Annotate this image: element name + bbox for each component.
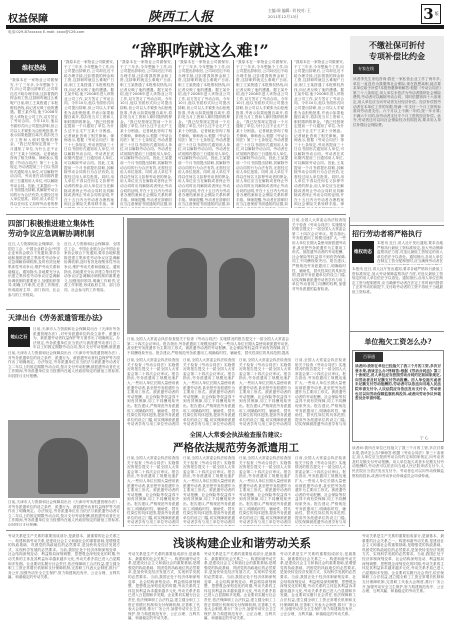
- editor-line: 主编:周 编辑: 刘 校对: 王: [268, 8, 311, 13]
- right-top-title-2: 专项补偿比约金: [369, 51, 425, 61]
- right-qa-body: 读者问:我所在单位已经拖欠了我三个月的工资,多次讨要未果,我该怎么办?律师答:根据《劳动合同法》第三十条规定,用人单位应当按照劳动合同约定和国家规定,向劳动者及时足额支付劳动报酬。用人单位拖欠或者未足额支付劳动报酬的,劳动者可以依法向当地人民法院申请支付令,人民法院应当依法发出支付令。劳动者也可以向劳动保障监察机构投诉,或者向劳动争议仲裁委员会申请仲裁。: [355, 364, 441, 401]
- paper-name: 陕西工人报: [148, 10, 214, 25]
- date-line: 2011年12月13日: [268, 14, 299, 19]
- right-mid-body-a: 本报讯 近日,省人社厅发出通知,要求各地严格执行最低工资标准规定,加大劳动保障监察执法力度,对违反最低工资规定的用人单位依法予以查处。通知指出,各用人单位在制定工资分配制度时,应当确保劳动者在: [377, 241, 443, 264]
- center-story-col1: 日前,全国人大常委会执法检查组关于检查《劳动合同法》实施情况的报告提交十一届全国人大常委会第二十四次会议审议。报告指出,劳务派遣用工规模迅速扩大,一些用人单位长期大量使用被派遣劳动者,甚至把劳务派遣作为主要用工形式。被派遣劳动者的劳动报酬、社会保险等权益得不到有效保障,同工不同酬现象突出。报告建议,严格规范劳务派遣用工,明确临时性、辅助性、替代性岗位的具体范围,提高劳务派遣单位的设立门槛,切实保障被派遣劳动者享有与用工单位劳动者同: [127, 358, 179, 426]
- right-qa-kicker: 百事通: [355, 352, 383, 362]
- right-top-body: 读者李先生来电咨询:我在一家私营企业工作了两年多,单位一直没有为我缴纳社会保险,现在我想离职,能否要求单位给予补偿?本报特邀律师解答:根据《劳动合同法》第三十八条规定,用人单位未依法为劳动者缴纳社会保险费的,劳动者可以解除劳动合同。同时依据第四十六条规定,用人单位应当向劳动者支付经济补偿。经济补偿按劳动者在本单位工作的年限,每满一年支付一个月工资的标准向劳动者支付。六个月以上不满一年的,按一年计算;不满六个月的,向劳动者支付半个月工资的经济补偿。此外,劳动者还可以向社会保险经办机构投诉,要求用人单位补缴社会保险费。: [353, 77, 441, 127]
- section-label: 权益保障: [8, 14, 48, 25]
- page-number-box: [421, 4, 441, 24]
- photo-figure: [167, 248, 207, 318]
- main-story-col1: “我原本在一家物业公司做保安,干了三年多,今年想换个工作,向公司提出辞职后,公司却迟迟不给办理手续,还扣着我的押金和工资,这辞职咋就这么难呢!”日前,职工王某拨通了本报维权热线,向记者反映了他的遭遇。据王某介绍,他于2008年进入该物业公司工作,双方签订了劳动合同。今年10月,他以书面形式向公司提出辞职,但公司以人手紧张为由拒绝批准,并表示如果他擅自离开,将扣发当月工资和入职时缴纳的押金。“我已经按规定提前一个月通知了单位,为什么还不让走?”王某十分困惑。记者就此咨询了相关律师。律师表示,根据《劳动合同法》第三十七条规定,劳动者提前三十日以书面形式通知用人单位,可以解除劳动合同。劳动者在试用期内提前三日通知用人单位,可以解除劳动合同。因此,王某提前一个月书面提出辞职,其解除劳动合同的行为合法有效,无需经过用人单位批准。同时,用人单位不得以任何名义扣押劳动者的押: [10, 78, 58, 207]
- left-story2-title: 天津出台《劳务派遣管理办法》: [8, 313, 106, 322]
- main-story-col6: “我原本在一家物业公司做保安,干了三年多,今年想换个工作,向公司提出辞职后,公司却迟迟不给办理手续,还扣着我的押金和工资,这辞职咋就这么难呢!”日前,职工王某拨通了本报维权热线,向记者反映了他的遭遇。据王某介绍,他于2008年进入该物业公司工作,双方签订了劳动合同。今年10月,他以书面形式向公司提出辞职,但公司以人手紧张为由拒绝批准,并表示如果他擅自离开,将扣发当月工资和入职时缴纳的押金。“我已经按规定提前一个月通知了单位,为什么还不让走?”王某十分困惑。记者就此咨询了相关律师。律师表示,根据《劳动合同法》第三十七条规定,劳动者提前三十日以书面形式通知用人单位,可以解除劳动合同。劳动者在试用期内提前三日通知用人单位,可以解除劳动合同。因此,王某提前一个月书面提出辞职,其解除劳动合同的行为合法有效,无需经过用人单位批准。同时,用人单位不得以任何名义扣押劳动者的押金,用人单位应当在解除或者终止劳动合同时出具解除或者终止劳动合同的证明,并在十五日内为劳动者办理档案和社会保险关系转移手续。律: [294, 60, 344, 207]
- center-story-col7: 日前,全国人大常委会执法检查组关于检查《劳动合同法》实施情况的报告提交十一届全国人大常委会第二十四次会议审议。报告指出,劳务派遣用工规模迅速扩大,一些用人单位长期大量使用被派遣劳动者,甚至把劳务派遣作为主要用工形式。被派遣劳动者的劳动报酬、社会保险等权益得不到有效保障,同工不同酬现象突出。报告建议,严格规范劳务派遣用工,明确临时性、辅助性、替代性岗位的具体范围,提高劳务派遣单位的设立门槛,切实保障被派遣劳动者享有与用工单位劳动者同: [239, 456, 291, 525]
- center-story-col8: 日前,全国人大常委会执法检查组关于检查《劳动合同法》实施情况的报告提交十一届全国人大常委会第二十四次会议审议。报告指出,劳务派遣用工规模迅速扩大,一些用人单位长期大量使用被派遣劳动者,甚至把劳务派遣作为主要用工形式。被派遣劳动者的劳动报酬、社会保险等权益得不到有效保障,同工不同酬现象突出。报告建议,严格规范劳务派遣用工,明确临时性、辅助性、替代性岗位的具体范围,提高劳务派遣单位的设立门槛,切实保障被派遣劳动者享有与用: [295, 456, 346, 525]
- bottom-col1: 劳动关系是生产关系的重要组成部分,是最基本、最重要的社会关系之一。构建和谐劳动关系,是建设社会主义和谐社会的重要基础,是增强党的执政基础、巩固党的执政地位的必然要求,是加快转变经济发展方式、实现科学发展的必然要求。当前,我国正处于经济体制深刻变革、社会结构深刻变动、利益格局深刻调整、思想观念深刻变化的时期,劳动关系的主体及其利益诉求越来越多元化,劳动关系矛盾已进入凸显期和多发期。企业要切实履行社会责任,依法保障职工合法权益,建立健全职工工资正常增长机制和支付保障机制,完善职工代表大会制度,推行厂务公开,加强劳动安全卫生保护,努力构建规范有序、公正合理、互利共赢、和谐稳定的劳动关系。: [128, 552, 200, 621]
- bottom-title: 浅谈构建企业和谐劳动关系: [173, 536, 311, 550]
- photo-figure-2: [219, 258, 255, 318]
- main-story-col5: “我原本在一家物业公司做保安,干了三年多,今年想换个工作,向公司提出辞职后,公司却迟迟不给办理手续,还扣着我的押金和工资,这辞职咋就这么难呢!”日前,职工王某拨通了本报维权热线,向记者反映了他的遭遇。据王某介绍,他于2008年进入该物业公司工作,双方签订了劳动合同。今年10月,他以书面形式向公司提出辞职,但公司以人手紧张为由拒绝批准,并表示如果他擅自离开,将扣发当月工资和入职时缴纳的押金。“我已经按规定提前一个月通知了单位,为什么还不让走?”王某十分困惑。记者就此咨询了相关律师。律师表示,根据《劳动合同法》第三十七条规定,劳动者提前三十日以书面形式通知用人单位,可以解除劳动合同。劳动者在试用期内提前三日通知用人单位,可以解除劳动合同。因此,王某提前一个月书面提出辞职,其解除劳动合同的行为合法有效,无需经过用人单位批准。同时,用人单位不得以任何名义扣押劳动者的押金,用人单位应当在解除或者终止劳动合同时出具解除或者终止劳动合同的证明,并在十五日内为劳动者办理档案和社会保险关系转移手续。律师提醒,劳动者在辞职时应当注意保留书面通知的证据,如: [236, 60, 288, 207]
- left-story2-body-b: 日前,天津市人力资源和社会保障局出台《天津市劳务派遣管理办法》,对劳务派遣单位的设立条件、派遣行为、被派遣劳动者权益保护等方面作出了明确规定。办法规定,劳务派遣单位应当依法与被派遣劳动者订立二年以上的固定期限劳动合同,按月支付劳动报酬,被派遣劳动者在无工作期间,劳务派遣单位应当按照所在地人民政府规定的最低工资标准,向其按月支付报酬。: [8, 351, 120, 378]
- page-number: 3: [423, 5, 434, 23]
- center-story-col6: 日前,全国人大常委会执法检查组关于检查《劳动合同法》实施情况的报告提交十一届全国人大常委会第二十四次会议审议。报告指出,劳务派遣用工规模迅速扩大,一些用人单位长期大量使用被派遣劳动者,甚至把劳务派遣作为主要用工形式。被派遣劳动者的劳动报酬、社会保险等权益得不到有效保障,同工不同酬现象突出。报告建议,严格规范劳务派遣用工,明确临时性、辅助性、替代性岗位的具体范围,提高劳务派遣单位的设立门槛,切实保障被派遣劳动者享有与用工单位劳动者同: [183, 456, 235, 525]
- bottom-left-col: 劳动关系是生产关系的重要组成部分,是最基本、最重要的社会关系之一。构建和谐劳动关系,是建设社会主义和谐社会的重要基础,是增强党的执政基础、巩固党的执政地位的必然要求,是加快转变经济发展方式、实现科学发展的必然要求。当前,我国正处于经济体制深刻变革、社会结构深刻变动、利益格局深刻调整、思想观念深刻变化的时期,劳动关系的主体及其利益诉求越来越多元化,劳动关系矛盾已进入凸显期和多发期。企业要切实履行社会责任,依法保障职工合法权益,建立健全职工工资正常增长机制和支付保障机制,完善职工代表大会制度,推行厂务公开,加强劳动安全卫生保护,努力构建规范有序、公正合理、互利共赢、和谐稳定的劳动关系。: [8, 534, 120, 580]
- center-top-col: 日前,全国人大常委会执法检查组关于检查《劳动合同法》实施情况的报告提交十一届全国人大常委会第二十四次会议审议。报告指出,劳务派遣用工规模迅速扩大,一些用人单位长期大量使用被派遣劳动者,甚至把劳务派遣作为主要用工形式。被派遣劳动者的劳动报酬、社会保险等权益得不到有效保障,同工不同酬现象突出。报告建议,严格规范劳务派遣用工,明确临时性、辅助性、替代性岗位的具体范围,提高劳务派遣单位的设立门槛,切实保障被派遣劳动者享有与用工单位劳动者同工同酬的权利,加强对劳务派遣的监督检查。: [292, 218, 346, 291]
- right-qa-title: 单位拖欠工资怎么办?: [364, 337, 432, 346]
- left-story-title-1: 四部门积极推进建立集体性: [8, 219, 95, 228]
- bottom-col3: 劳动关系是生产关系的重要组成部分,是最基本、最重要的社会关系之一。构建和谐劳动关系,是建设社会主义和谐社会的重要基础,是增强党的执政基础、巩固党的执政地位的必然要求,是加快转变经济发展方式、实现科学发展的必然要求。当前,我国正处于经济体制深刻变革、社会结构深刻变动、利益格局深刻调整、思想观念深刻变化的时期,劳动关系的主体及其利益诉求越来越多元化,劳动关系矛盾已进入凸显期和多发期。企业要切实履行社会责任,依法保障职工合法权益,建立健全职工工资正常增长机制和支付保障机制,完善职工代表大会制度,推行厂务公开,加强劳动安全卫生保护,努力构建规范有序、公正合理、互利共赢、和谐稳定的劳动关系。: [280, 552, 356, 616]
- main-story-col2: “我原本在一家物业公司做保安,干了三年多,今年想换个工作,向公司提出辞职后,公司却迟迟不给办理手续,还扣着我的押金和工资,这辞职咋就这么难呢!”日前,职工王某拨通了本报维权热线,向记者反映了他的遭遇。据王某介绍,他于2008年进入该物业公司工作,双方签订了劳动合同。今年10月,他以书面形式向公司提出辞职,但公司以人手紧张为由拒绝批准,并表示如果他擅自离开,将扣发当月工资和入职时缴纳的押金。“我已经按规定提前一个月通知了单位,为什么还不让走?”王某十分困惑。记者就此咨询了相关律师。律师表示,根据《劳动合同法》第三十七条规定,劳动者提前三十日以书面形式通知用人单位,可以解除劳动合同。劳动者在试用期内提前三日通知用人单位,可以解除劳动合同。因此,王某提前一个月书面提出辞职,其解除劳动合同的行为合法有效,无需经过用人单位批准。同时,用人单位不得以任何名义扣押劳动者的押金,用人单位应当在解除或者终止劳动合同时出具解除或者终止劳动合同的证明,并在十五日内为劳动者办理档案和社会保险关系转移手续。律: [64, 60, 114, 207]
- left-story2-body-a: 日前,天津市人力资源和社会保障局出台《天津市劳务派遣管理办法》,对劳务派遣单位的设立条件、派遣行为、被派遣劳动者权益保护等方面作出了明确规定。办法规定,劳务派遣单位应当依法与被派遣劳动者订立二年以上的固定期限劳动合同,按月支付劳动报酬,被派遣: [33, 327, 120, 349]
- right-top-title-1: 不缴社保可折付: [369, 40, 425, 50]
- main-story-col4: “我原本在一家物业公司做保安,干了三年多,今年想换个工作,向公司提出辞职后,公司却迟迟不给办理手续,还扣着我的押金和工资,这辞职咋就这么难呢!”日前,职工王某拨通了本报维权热线,向记者反映了他的遭遇。据王某介绍,他于2008年进入该物业公司工作,双方签订了劳动合同。今年10月,他以书面形式向公司提出辞职,但公司以人手紧张为由拒绝批准,并表示如果他擅自离开,将扣发当月工资和入职时缴纳的押金。“我已经按规定提前一个月通知了单位,为什么还不让走?”王某十分困惑。记者就此咨询了相关律师。律师表示,根据《劳动合同法》第三十七条规定,劳动者提前三十日以书面形式通知用人单位,可以解除劳动合同。劳动者在试用期内提前三日通知用人单位,可以解除劳动合同。因此,王某提前一个月书面提出辞职,其解除劳动合同的行为合法有效,无需经过用人单位批准。同时,用人单位不得以任何名义扣押劳动者的押金,用人单位应当在解除或者终止劳动合同时出具解除或者终止劳动合同的证明,并在十五日内为劳动者办理档案和社会保险关系转移手续。律师提醒,劳动者在辞职时应当注意保留书面通知的证据,如: [178, 60, 230, 207]
- right-top-kicker: 专家在线: [353, 64, 379, 74]
- center-story-col2: 日前,全国人大常委会执法检查组关于检查《劳动合同法》实施情况的报告提交十一届全国人大常委会第二十四次会议审议。报告指出,劳务派遣用工规模迅速扩大,一些用人单位长期大量使用被派遣劳动者,甚至把劳务派遣作为主要用工形式。被派遣劳动者的劳动报酬、社会保险等权益得不到有效保障,同工不同酬现象突出。报告建议,严格规范劳务派遣用工,明确临时性、辅助性、替代性岗位的具体范围,提高劳务派遣单位的设立门槛,切实保障被派遣劳动者享有与用工单位劳动者同: [183, 358, 235, 426]
- bottom-col4: 劳动关系是生产关系的重要组成部分,是最基本、最重要的社会关系之一。构建和谐劳动关系,是建设社会主义和谐社会的重要基础,是增强党的执政基础、巩固党的执政地位的必然要求,是加快转变经济发展方式、实现科学发展的必然要求。当前,我国正处于经济体制深刻变革、社会结构深刻变动、利益格局深刻调整、思想观念深刻变化的时期,劳动关系的主体及其利益诉求越来越多元化,劳动关系矛盾已进入凸显期和多发期。企业要切实履行社会责任,依法保障职工合法权益,建立健全职工工资正常增长机制和支付保障机制,完善职工代表大会制度,推行厂务公开,加强劳动安全卫生保护,努力构建规范有序、公正合理、互利共赢、和谐稳定的劳动关系。: [362, 534, 444, 594]
- header-bar: [6, 25, 444, 29]
- center-story-col5: 日前,全国人大常委会执法检查组关于检查《劳动合同法》实施情况的报告提交十一届全国人大常委会第二十四次会议审议。报告指出,劳务派遣用工规模迅速扩大,一些用人单位长期大量使用被派遣劳动者,甚至把劳务派遣作为主要用工形式。被派遣劳动者的劳动报酬、社会保险等权益得不到有效保障,同工不同酬现象突出。报告建议,严格规范劳务派遣用工,明确临时性、辅助性、替代性岗位的具体范围,提高劳务派遣单位的设立门槛,切实保障被派遣劳动者享有与用工单位劳动者同: [127, 456, 179, 525]
- main-story-col3: “我原本在一家物业公司做保安,干了三年多,今年想换个工作,向公司提出辞职后,公司却迟迟不给办理手续,还扣着我的押金和工资,这辞职咋就这么难呢!”日前,职工王某拨通了本报维权热线,向记者反映了他的遭遇。据王某介绍,他于2008年进入该物业公司工作,双方签订了劳动合同。今年10月,他以书面形式向公司提出辞职,但公司以人手紧张为由拒绝批准,并表示如果他擅自离开,将扣发当月工资和入职时缴纳的押金。“我已经按规定提前一个月通知了单位,为什么还不让走?”王某十分困惑。记者就此咨询了相关律师。律师表示,根据《劳动合同法》第三十七条规定,劳动者提前三十日以书面形式通知用人单位,可以解除劳动合同。劳动者在试用期内提前三日通知用人单位,可以解除劳动合同。因此,王某提前一个月书面提出辞职,其解除劳动合同的行为合法有效,无需经过用人单位批准。同时,用人单位不得以任何名义扣押劳动者的押金,用人单位应当在解除或者终止劳动合同时出具解除或者终止劳动合同的证明,并在十五日内为劳动者办理档案和社会保险关系转移手续。律师提醒,劳动者在辞职时应当注意保留书面通知的证据,如: [120, 60, 172, 207]
- left-story-col1: 近日,人力资源和社会保障部、全国总工会、中国企业联合会/中国企业家协会联合下发通知,要求各地积极推进建立集体性劳动争议应急调解协调机制,及时有效处理集体性劳动争议,维护劳动关系和谐稳定。通知指出,各地要充分认识建立集体性劳动争议应急调解协调机制的重要意义,加强组织领导,明确工作职责,完善工作制度,形成政府主导、部门协同、社会参与的工作格局。: [8, 242, 60, 297]
- left-photo: [8, 420, 120, 498]
- left-story-title-2: 劳动争议应急调解协调机制: [8, 229, 95, 238]
- center-story-title: 严格依法规范劳务派遣用工: [173, 442, 299, 454]
- left-story2-kicker: 她山之石: [8, 327, 30, 347]
- right-mid-title: 招行劳动者将严格执行: [352, 229, 422, 238]
- center-photo: [127, 218, 289, 334]
- left-story-col2: 近日,人力资源和社会保障部、全国总工会、中国企业联合会/中国企业家协会联合下发通知,要求各地积极推进建立集体性劳动争议应急调解协调机制,及时有效处理集体性劳动争议,维护劳动关系和谐稳定。通知指出,各地要充分认识建立集体性劳动争议应急调解协调机制的重要意义,加强组织领导,明确工作职责,完善工作制度,形成政府主导、部门协同、社会参与的工作格局。: [64, 242, 120, 292]
- center-story-col4: 日前,全国人大常委会执法检查组关于检查《劳动合同法》实施情况的报告提交十一届全国人大常委会第二十四次会议审议。报告指出,劳务派遣用工规模迅速扩大,一些用人单位长期大量使用被派遣劳动者,甚至把劳务派遣作为主要用工形式。被派遣劳动者的劳动报酬、社会保险等权益得不到有效保障,同工不同酬现象突出。报告建议,严格规范劳务派遣用工,明确临时性、辅助性、替代性岗位的具体范围,提高劳务派遣单位的设立门槛,切实保障被派遣劳动者享有与用: [295, 358, 346, 426]
- right-mid-kicker: 维权动态: [352, 241, 374, 263]
- center-story-col3: 日前,全国人大常委会执法检查组关于检查《劳动合同法》实施情况的报告提交十一届全国人大常委会第二十四次会议审议。报告指出,劳务派遣用工规模迅速扩大,一些用人单位长期大量使用被派遣劳动者,甚至把劳务派遣作为主要用工形式。被派遣劳动者的劳动报酬、社会保险等权益得不到有效保障,同工不同酬现象突出。报告建议,严格规范劳务派遣用工,明确临时性、辅助性、替代性岗位的具体范围,提高劳务派遣单位的设立门槛,切实保障被派遣劳动者享有与用工单位劳动者同: [239, 358, 291, 426]
- main-story-kicker: 维权热线: [10, 60, 58, 74]
- right-qa-body-b: 读者问:我所在单位已经拖欠了我三个月的工资,多次讨要未果,我该怎么办?律师答:根据《劳动合同法》第三十条规定,用人单位应当按照劳动合同约定和国家规定,向劳动者及时足额支付劳动报酬。用人单位拖欠或者未足额支付劳动报酬的,劳动者可以依法向当地人民法院申请支付令,人民法院应当依法发出支付令。劳动者也可以向劳动保障监察机构投诉,或者向劳动争议仲裁委员会申请仲裁。: [352, 446, 444, 478]
- contact-line: 电话:029-87xxxxxx E-mail: xxxx@126.com: [8, 30, 85, 34]
- bottom-col2: 劳动关系是生产关系的重要组成部分,是最基本、最重要的社会关系之一。构建和谐劳动关系,是建设社会主义和谐社会的重要基础,是增强党的执政基础、巩固党的执政地位的必然要求,是加快转变经济发展方式、实现科学发展的必然要求。当前,我国正处于经济体制深刻变革、社会结构深刻变动、利益格局深刻调整、思想观念深刻变化的时期,劳动关系的主体及其利益诉求越来越多元化,劳动关系矛盾已进入凸显期和多发期。企业要切实履行社会责任,依法保障职工合法权益,建立健全职工工资正常增长机制和支付保障机制,完善职工代表大会制度,推行厂务公开,加强劳动安全卫生保护,努力构建规范有序、公正合理、互利共赢、和谐稳定的劳动关系。: [204, 552, 276, 621]
- left-photo-caption: 日前,天津市人力资源和社会保障局出台《天津市劳务派遣管理办法》,对劳务派遣单位的设立条件、派遣行为、被派遣劳动者权益保护等方面作出了明确规定。办法规定,劳务派遣单位应当依法与被派遣劳动者订立二年以上的固定期限劳动合同,按月支付劳动报酬,被派遣劳动者在无工作期间,劳务派遣单位应当按照所在地人民政府规定的最低工资标准,向其按月支付报酬。: [8, 500, 120, 526]
- center-photo-caption: 日前,全国人大常委会执法检查组关于检查《劳动合同法》实施情况的报告提交十一届全国人大常委会第二十四次会议审议。报告指出,劳务派遣用工规模迅速扩大,一些用人单位长期大量使用被派遣劳动者,甚至把劳务派遣作为主要用工形式。被派遣劳动者的劳动报酬、社会保险等权益得不到有效保障,同工不同酬现象突出。报告建议,严格规范劳务派遣用工,明确临时性、辅助性、替代性岗位的具体范围,提高: [127, 337, 289, 355]
- main-story-title: “辞职咋就这么难!”: [131, 41, 269, 60]
- right-mid-body-b: 本报讯 近日,省人社厅发出通知,要求各地严格执行最低工资标准规定,加大劳动保障监察执法力度,对违反最低工资规定的用人单位依法予以查处。通知指出,各用人单位在制定工资分配制度时,应当确保劳动者在法定工作时间内提供了正常劳动的前提下,支付给劳动者的工资不得低于当地最低工资标准。: [352, 267, 443, 294]
- left-photo-figure: [38, 438, 88, 494]
- right-qa-byline: 宁 心: [420, 436, 429, 440]
- center-story-kicker: 全国人大常委会执法检查报告建议:: [189, 432, 283, 439]
- page-label: 版: [434, 11, 439, 16]
